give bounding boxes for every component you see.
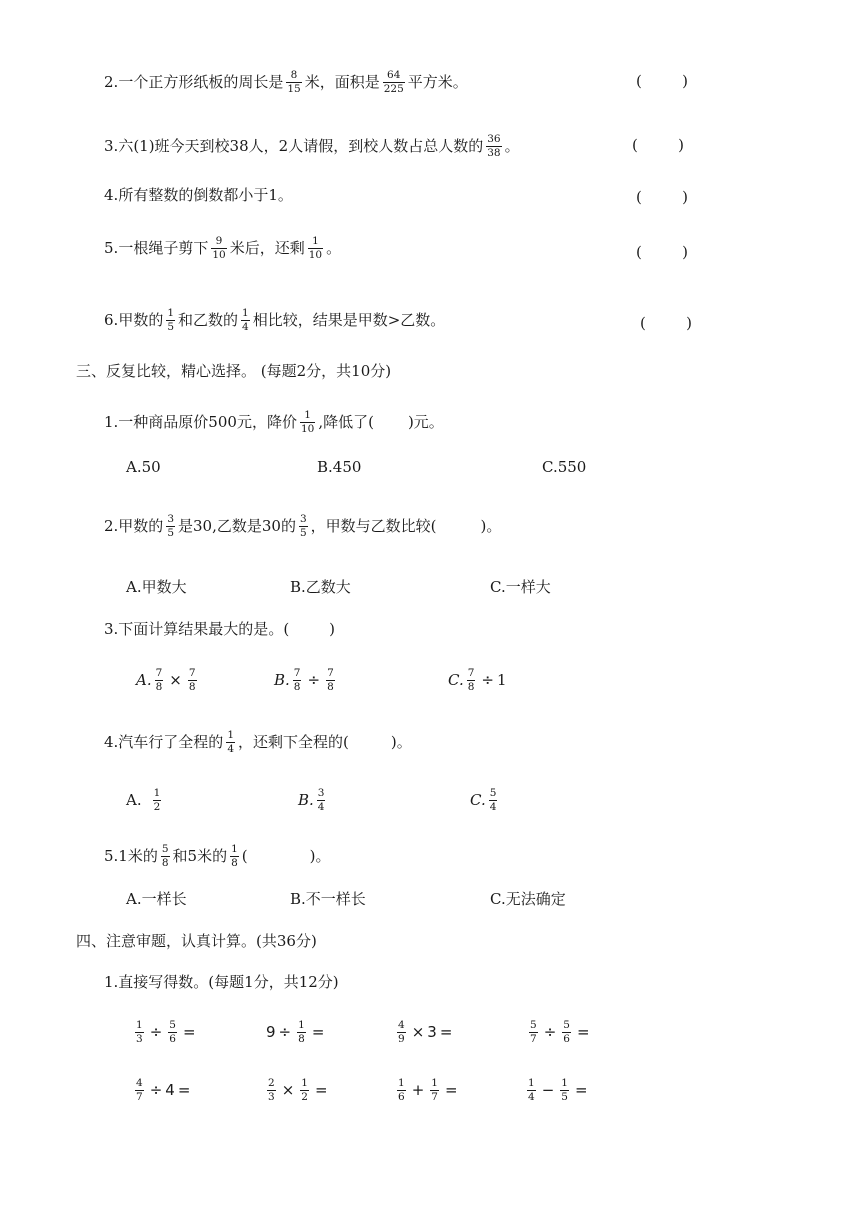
item-text: 一根绳子剪下 bbox=[118, 239, 209, 258]
fraction: $\frac{7}{8}$ bbox=[155, 667, 163, 694]
calc-item[interactable]: $\frac{2}{3}$ × $\frac{1}{2}$ = bbox=[268, 1077, 328, 1104]
answer-parens[interactable]: ( ) bbox=[640, 314, 692, 332]
fraction: $\frac{1}{2}$ bbox=[153, 787, 161, 814]
calc-item[interactable]: $\frac{1}{4}$ − $\frac{1}{5}$ = bbox=[528, 1077, 588, 1104]
item-number: 3. bbox=[104, 137, 119, 156]
calc-item[interactable]: $\frac{5}{7}$ ÷ $\frac{5}{6}$ = bbox=[530, 1019, 590, 1046]
question-text: ) bbox=[329, 620, 336, 638]
fraction: $\frac{1}{4}$ bbox=[242, 307, 249, 334]
calc-item[interactable]: $\frac{1}{3}$ ÷ $\frac{5}{6}$ = bbox=[136, 1019, 196, 1046]
fraction: $\frac{3}{5}$ bbox=[167, 513, 174, 540]
fraction: $\frac{1}{8}$ bbox=[231, 843, 238, 870]
question-text: ( bbox=[241, 847, 248, 866]
tf-item-4 bbox=[104, 188, 293, 203]
item-text: 。 bbox=[504, 137, 520, 156]
question-text: 3.下面计算结果最大的是。( bbox=[104, 620, 290, 638]
fraction: $\frac{5}{8}$ bbox=[161, 843, 169, 870]
option-c[interactable]: C. $\frac{7}{8}$ ÷ 1 bbox=[448, 667, 507, 694]
item-text: 和乙数的 bbox=[178, 311, 239, 330]
tf-item-3 bbox=[104, 134, 520, 159]
item-text: 所有整数的倒数都小于1。 bbox=[118, 186, 293, 204]
answer-parens[interactable]: ( ) bbox=[636, 243, 688, 261]
item-number: 6. bbox=[104, 311, 119, 330]
item-number: 5. bbox=[104, 239, 119, 258]
option-c[interactable]: C.550 bbox=[542, 458, 587, 476]
option-c[interactable]: C. $\frac{5}{4}$ bbox=[470, 787, 497, 814]
option-c[interactable]: C.无法确定 bbox=[490, 890, 566, 908]
item-number: 4. bbox=[104, 186, 119, 204]
question-text: 4.汽车行了全程的 bbox=[104, 733, 224, 752]
fraction: $\frac{1}{10}$ bbox=[300, 409, 315, 436]
question-text: ，还剩下全程的( bbox=[238, 733, 349, 752]
question-text: 2.甲数的 bbox=[104, 517, 164, 536]
calc-item[interactable]: 9 ÷ $\frac{1}{8}$ = bbox=[266, 1019, 325, 1046]
item-text: 米后，还剩 bbox=[229, 239, 305, 258]
option-a[interactable]: A.甲数大 bbox=[126, 578, 187, 596]
mc-question-1 bbox=[104, 410, 444, 435]
fraction: $\frac{1}{10}$ bbox=[308, 235, 323, 262]
item-text: 米，面积是 bbox=[304, 73, 380, 92]
calc-item[interactable]: $\frac{1}{6}$ + $\frac{1}{7}$ = bbox=[398, 1077, 458, 1104]
option-c[interactable]: C.一样大 bbox=[490, 578, 551, 596]
mc-question-3 bbox=[104, 622, 335, 637]
option-b[interactable]: B.不一样长 bbox=[290, 890, 366, 908]
option-a[interactable]: A. $\frac{7}{8}$ × $\frac{7}{8}$ bbox=[136, 667, 196, 694]
option-b[interactable]: B.450 bbox=[317, 458, 362, 476]
item-text: 六(1)班今天到校38人，2人请假，到校人数占总人数的 bbox=[118, 137, 484, 156]
calc-item[interactable]: $\frac{4}{7}$ ÷ 4 = bbox=[136, 1077, 191, 1104]
answer-parens[interactable]: ( ) bbox=[636, 188, 688, 206]
fraction: $\frac{3}{5}$ bbox=[299, 513, 307, 540]
mc-question-2 bbox=[104, 514, 501, 539]
item-text: 一个正方形纸板的周长是 bbox=[118, 73, 284, 92]
fraction: $\frac{9}{10}$ bbox=[212, 235, 226, 262]
fraction: $\frac{7}{8}$ bbox=[327, 667, 334, 694]
option-b[interactable]: B. $\frac{7}{8}$ ÷ $\frac{7}{8}$ bbox=[274, 667, 334, 694]
question-text: )。 bbox=[480, 517, 502, 536]
tf-item-6 bbox=[104, 308, 445, 333]
fraction: $\frac{64}{225}$ bbox=[383, 69, 404, 96]
question-text: )。 bbox=[309, 847, 331, 866]
subsection-title: 1.直接写得数。(每题1分，共12分) bbox=[104, 973, 339, 991]
item-text: 。 bbox=[326, 239, 342, 258]
fraction: $\frac{5}{4}$ bbox=[489, 787, 497, 814]
section-4-title: 四、注意审题，认真计算。(共36分) bbox=[76, 932, 317, 950]
fraction: $\frac{1}{4}$ bbox=[227, 729, 234, 756]
section-3-title: 三、反复比较，精心选择。 (每题2分，共10分) bbox=[76, 362, 392, 380]
fraction: $\frac{8}{15}$ bbox=[287, 69, 301, 96]
item-text: 平方米。 bbox=[407, 73, 468, 92]
fraction: $\frac{36}{38}$ bbox=[487, 133, 501, 160]
option-a[interactable]: A.50 bbox=[126, 458, 161, 476]
mc-question-4 bbox=[104, 730, 412, 755]
calc-item[interactable]: $\frac{4}{9}$ × 3 = bbox=[398, 1019, 453, 1046]
tf-item-2 bbox=[104, 70, 468, 95]
fraction: $\frac{3}{4}$ bbox=[317, 787, 325, 814]
fraction: $\frac{7}{8}$ bbox=[467, 667, 475, 694]
question-text: 1.一种商品原价500元，降价 bbox=[104, 413, 297, 432]
answer-parens[interactable]: ( ) bbox=[636, 72, 688, 90]
question-text: 和5米的 bbox=[172, 847, 228, 866]
question-text: 5.1米的 bbox=[104, 847, 158, 866]
item-text: 甲数的 bbox=[118, 311, 164, 330]
question-text: ，甲数与乙数比较( bbox=[310, 517, 437, 536]
question-text: )。 bbox=[390, 733, 412, 752]
answer-parens[interactable]: ( ) bbox=[632, 136, 684, 154]
fraction: $\frac{7}{8}$ bbox=[293, 667, 301, 694]
option-a[interactable]: A. $\frac{1}{2}$ bbox=[126, 787, 161, 814]
item-text: 相比较，结果是甲数>乙数。 bbox=[252, 311, 446, 330]
question-text: 是30,乙数是30的 bbox=[178, 517, 296, 536]
fraction: $\frac{1}{5}$ bbox=[167, 307, 175, 334]
mc-question-5 bbox=[104, 844, 331, 869]
question-text: )元。 bbox=[407, 413, 444, 432]
option-b[interactable]: B.乙数大 bbox=[290, 578, 351, 596]
item-number: 2. bbox=[104, 73, 119, 92]
option-b[interactable]: B. $\frac{3}{4}$ bbox=[298, 787, 325, 814]
question-text: ,降低了( bbox=[318, 413, 374, 432]
tf-item-5 bbox=[104, 236, 341, 261]
option-a[interactable]: A.一样长 bbox=[126, 890, 187, 908]
fraction: $\frac{7}{8}$ bbox=[188, 667, 196, 694]
